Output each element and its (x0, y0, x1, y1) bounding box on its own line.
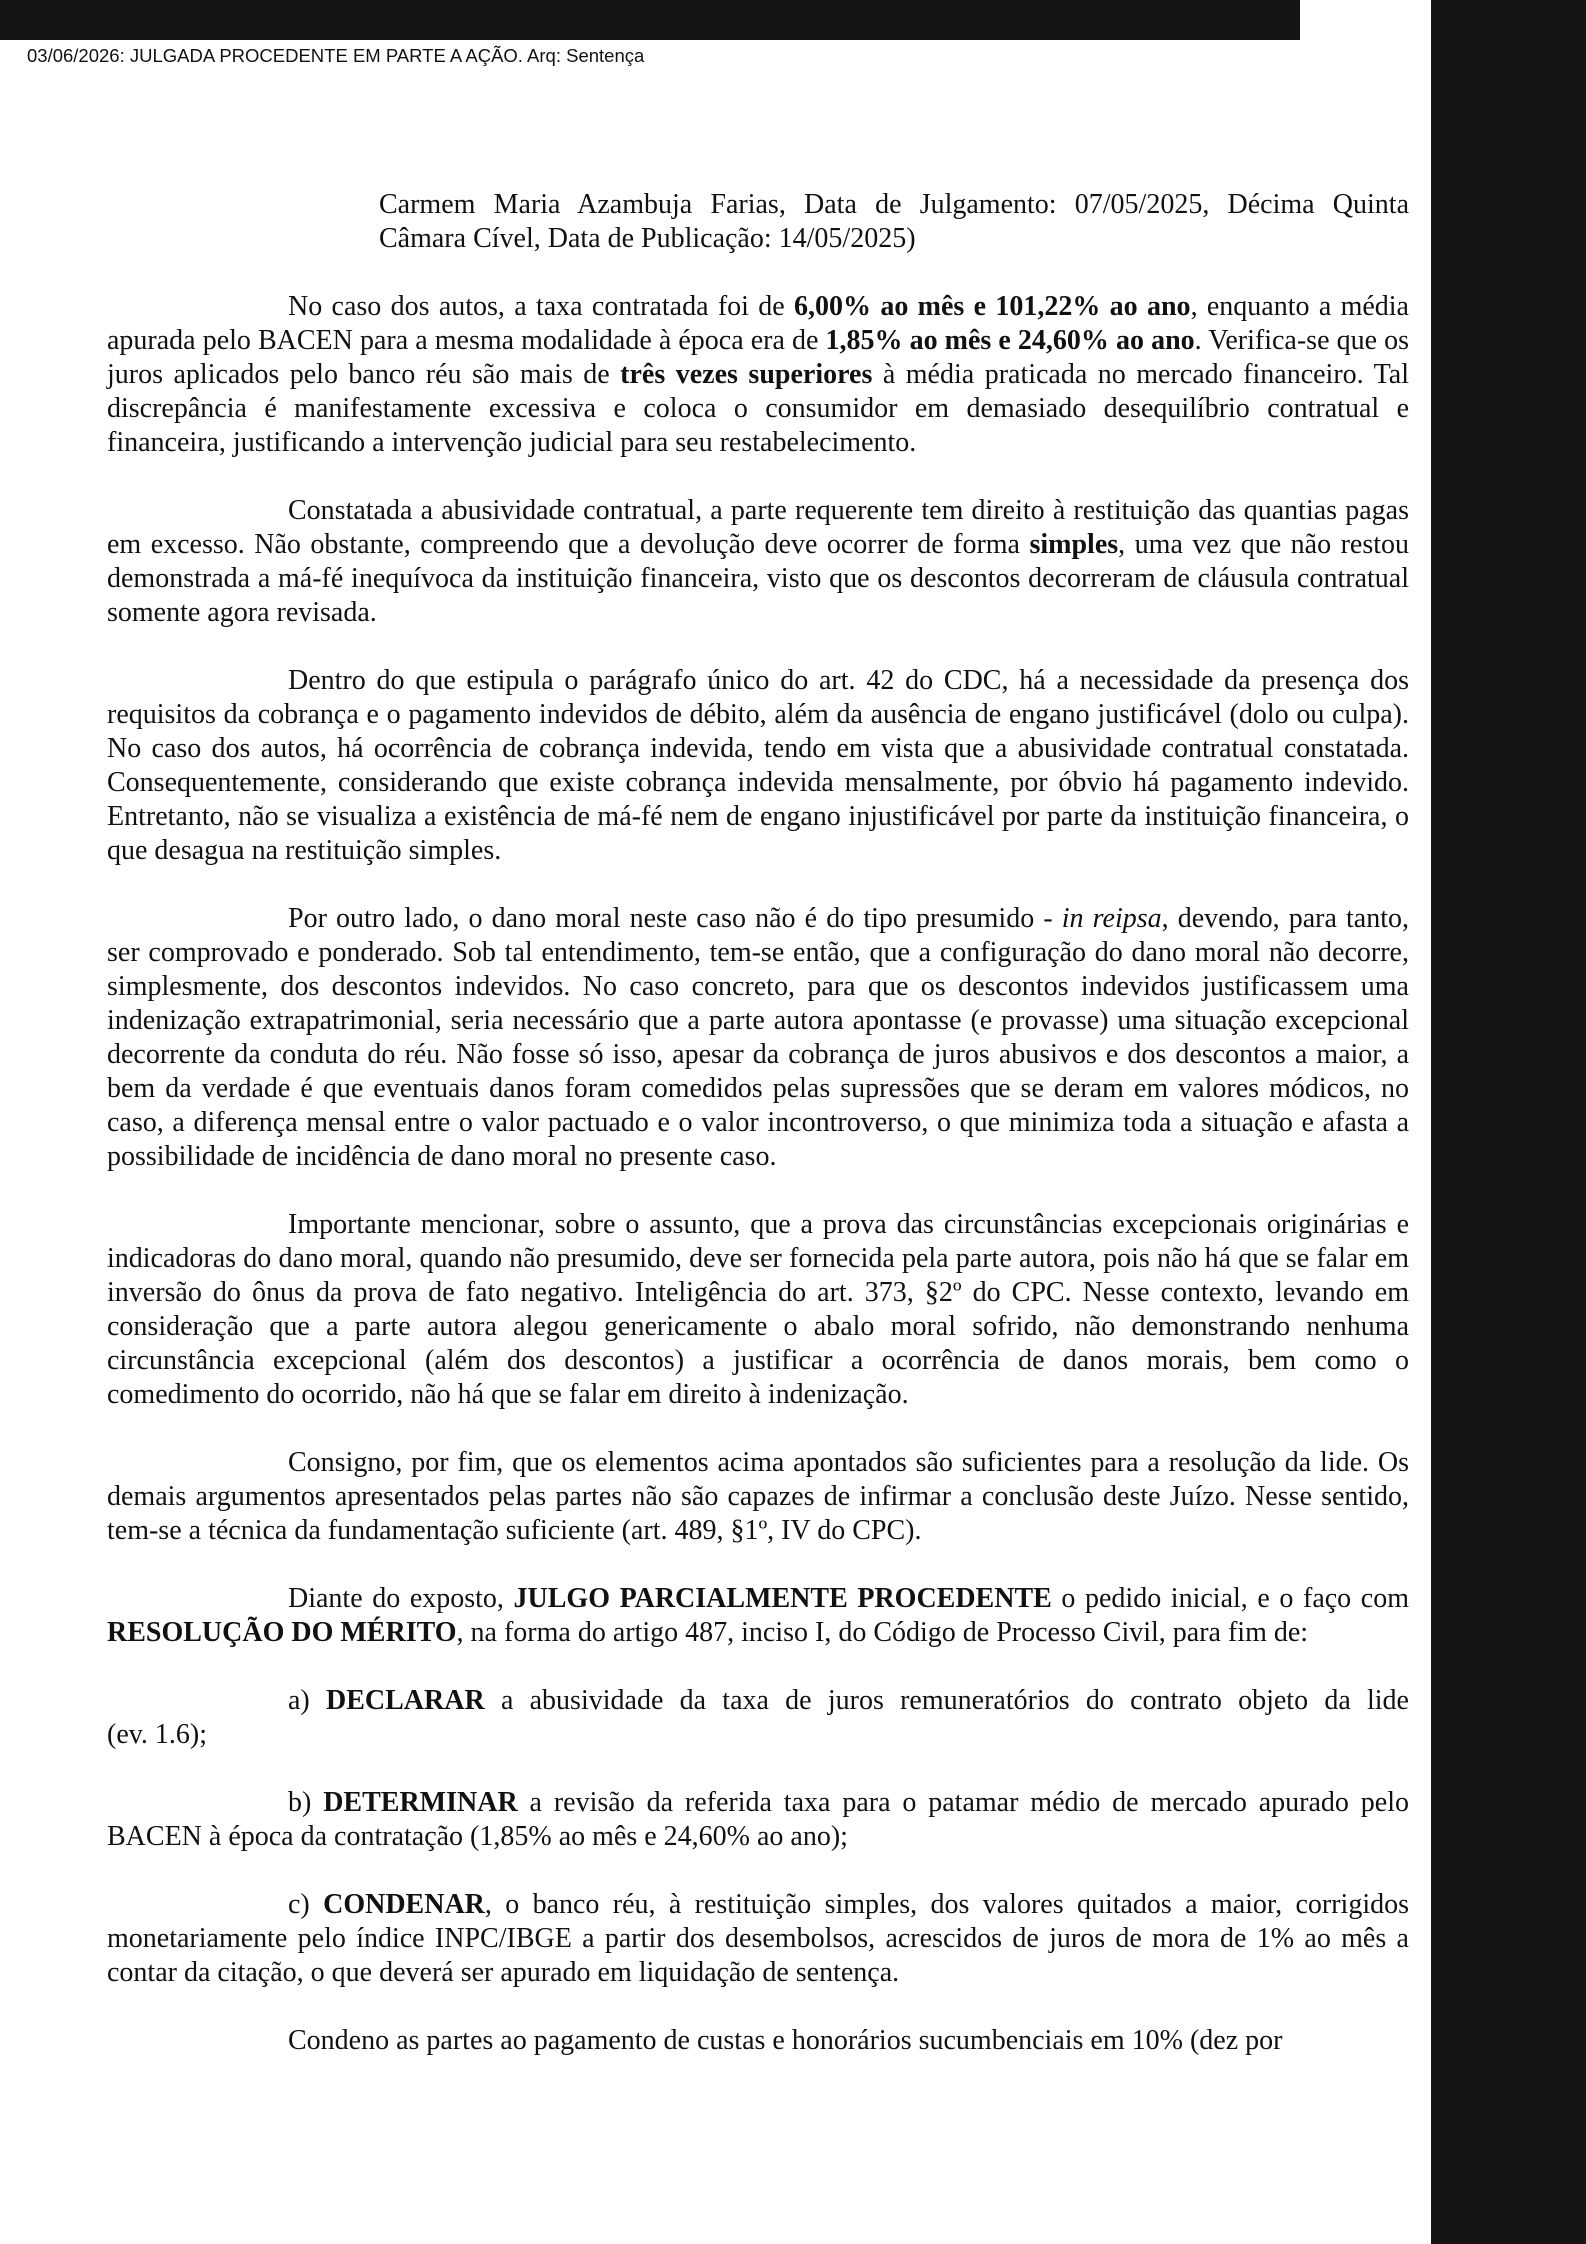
emphasis-simple: simples (1029, 529, 1119, 560)
emphasis-three-times: três vezes superiores (620, 359, 873, 390)
text-run: , devendo, para tanto, ser comprovado e ponderado. Sob tal entendimento, tem-se então, que a configuração do dano moral não decorre, simplesmente, dos descontos indevidos. No caso concreto, para que os descontos indevidos justificassem uma indenização extrapatrimonial, seria necessário que a parte autora apontasse (e provasse) uma situação excepcional decorrente da conduta do réu. Não fosse só isso, apesar da cobrança de juros abusivos e dos descontos a maior, a bem da verdade é que eventuais danos foram comedidos pelas supressões que se deram em valores módicos, no caso, a diferença mensal entre o valor pactuado e o valor incontroverso, o que minimiza toda a situação e afasta a possibilidade de incidência de dano moral no presente caso. (107, 903, 1409, 1172)
citation-line-2: Câmara Cível, Data de Publicação: 14/05/2025) (379, 223, 916, 254)
item-a-verb: DECLARAR (326, 1685, 485, 1716)
item-a-text: a abusividade da taxa de juros remuneratórios do contrato objeto da lide (484, 1685, 1409, 1716)
citation-line-1: Carmem Maria Azambuja Farias, Data de Julgamento: 07/05/2025, Décima Quinta (379, 189, 1409, 220)
paragraph-sufficient-grounds: Consigno, por fim, que os elementos acima apontados são suficientes para a resolução da lide. Os demais argumentos apresentados pelas partes não são capazes de infirmar a conclusão deste Juízo. Nesse sentido, tem-se a técnica da fundamentação suficiente (art. 489, §1º, IV do CPC). (107, 1447, 1409, 1546)
item-b-text: a revisão da referida taxa para o patamar médio de mercado apurado pelo BACEN à época da contratação (1,85% ao mês e 24,60% ao ano); (107, 1787, 1409, 1852)
paragraph-moral-damage (107, 902, 1409, 1174)
text-run: , uma vez que não restou demonstrada a má-fé inequívoca da instituição financeira, visto que os descontos decorreram de cláusula contratual somente agora revisada. (107, 529, 1409, 628)
text-run: No caso dos autos, a taxa contratada foi de (288, 291, 795, 322)
jurisprudence-citation (379, 188, 1409, 256)
sentence-body (107, 188, 1409, 2058)
latin-term: in reipsa (1061, 903, 1162, 934)
ruling-item-b (107, 1786, 1409, 1854)
item-c-text: , o banco réu, à restituição simples, dos valores quitados a maior, corrigidos monetariamente pelo índice INPC/IBGE a partir dos desembolsos, acrescidos de juros de mora de 1% ao mês a contar da citação, o que deverá ser apurado em liquidação de sentença. (107, 1889, 1409, 1988)
text-run: , enquanto a média apurada pelo BACEN para a mesma modalidade à época era de (107, 291, 1409, 356)
paragraph-interest-rate (107, 290, 1409, 460)
text-run: à média praticada no mercado financeiro. Tal discrepância é manifestamente excessiva e coloca o consumidor em demasiado desequilíbrio contratual e financeira, justificando a intervenção judicial para seu restabelecimento. (107, 359, 1410, 458)
bacen-average-rate: 1,85% ao mês e 24,60% ao ano (825, 325, 1195, 356)
item-a-line (107, 1684, 1409, 1718)
text-run: Por outro lado, o dano moral neste caso não é do tipo presumido - (288, 903, 1062, 934)
paragraph-restitution (107, 494, 1409, 630)
item-c-prefix: c) (288, 1889, 324, 1920)
contracted-rate: 6,00% ao mês e 101,22% ao ano (794, 291, 1191, 322)
item-b-verb: DETERMINAR (323, 1787, 518, 1818)
right-black-bar (1431, 0, 1586, 2244)
ruling-merit: RESOLUÇÃO DO MÉRITO (107, 1617, 457, 1648)
ruling-item-c (107, 1888, 1409, 1990)
paragraph-cdc-art42: Dentro do que estipula o parágrafo único do art. 42 do CDC, há a necessidade da presença dos requisitos da cobrança e o pagamento indevidos de débito, além da ausência de engano justificável (dolo ou culpa). No caso dos autos, há ocorrência de cobrança indevida, tendo em vista que a abusividade contratual constatada. Consequentemente, considerando que existe cobrança indevida mensalmente, por óbvio há pagamento indevido. Entretanto, não se visualiza a existência de má-fé nem de engano injustificável por parte da instituição financeira, o que desagua na restituição simples. (107, 665, 1409, 866)
paragraph-burden-of-proof: Importante mencionar, sobre o assunto, que a prova das circunstâncias excepcionais originárias e indicadoras do dano moral, quando não presumido, deve ser fornecida pela parte autora, pois não há que se falar em inversão do ônus da prova de fato negativo. Inteligência do art. 373, §2º do CPC. Nesse contexto, levando em consideração que a parte autora alegou genericamente o abalo moral sofrido, não demonstrando nenhuma circunstância excepcional (além dos descontos) a justificar a ocorrência de danos morais, bem como o comedimento do ocorrido, não há que se falar em direito à indenização. (107, 1209, 1409, 1410)
paragraph-costs: Condeno as partes ao pagamento de custas e honorários sucumbenciais em 10% (dez por (288, 2025, 1283, 2056)
text-run: . Verifica-se que os juros aplicados pelo banco réu são mais de (107, 325, 1409, 390)
text-run: o pedido inicial, e o faço com (1051, 1583, 1409, 1614)
text-run: , na forma do artigo 487, inciso I, do Código de Processo Civil, para fim de: (456, 1617, 1309, 1648)
item-a-tail: (ev. 1.6); (107, 1719, 208, 1750)
ruling-verdict: JULGO PARCIALMENTE PROCEDENTE (513, 1583, 1052, 1614)
document-header-line: 03/06/2026: JULGADA PROCEDENTE EM PARTE A AÇÃO. Arq: Sentença (27, 45, 645, 66)
item-b-prefix: b) (288, 1787, 324, 1818)
text-run: Diante do exposto, (288, 1583, 514, 1614)
item-c-verb: CONDENAR (323, 1889, 485, 1920)
item-a-prefix: a) (288, 1685, 327, 1716)
ruling-item-a (107, 1684, 1409, 1752)
text-run: Constatada a abusividade contratual, a parte requerente tem direito à restituição das quantias pagas em excesso. Não obstante, compreendo que a devolução deve ocorrer de forma (107, 495, 1409, 560)
top-black-bar (0, 0, 1300, 40)
paragraph-ruling (107, 1582, 1409, 1650)
